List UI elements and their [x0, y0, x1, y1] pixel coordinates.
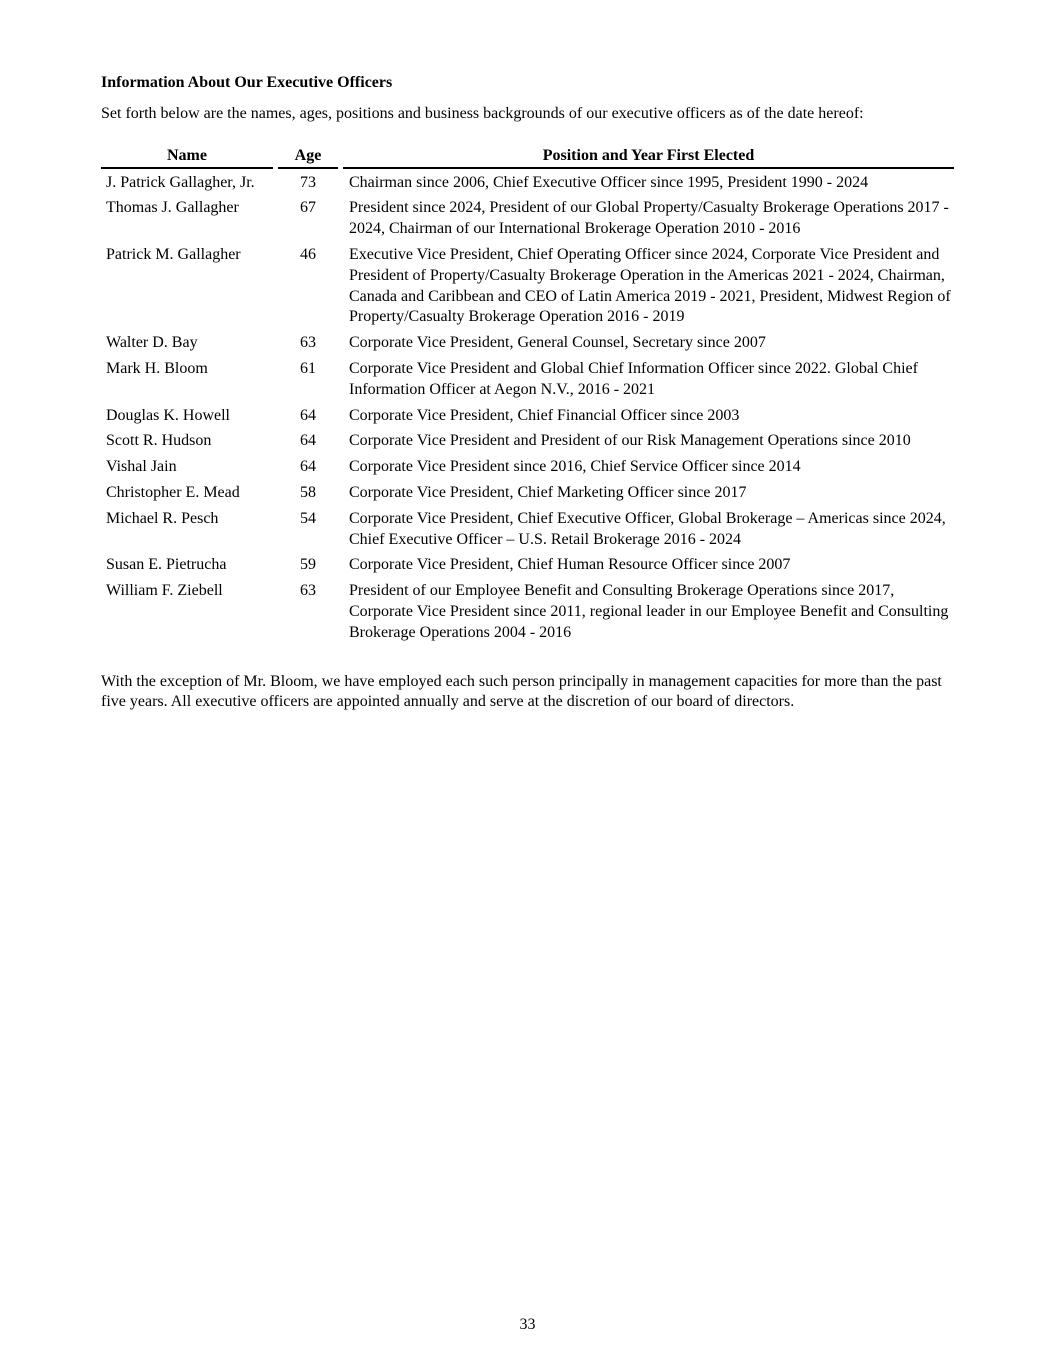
officer-age: 73	[300, 173, 316, 191]
officer-position: Executive Vice President, Chief Operating Officer since 2024, Corporate Vice President and President of Property/Casualty Brokerage Operation in the Americas 2021 - 2024, Chairman, Canada and Caribbean and CEO of Latin America 2019 - 2021, President, Midwest Region of Property/Casualty Brokerage Operation 2016 - 2019	[349, 245, 951, 326]
officer-position: Chairman since 2006, Chief Executive Officer since 1995, President 1990 - 2024	[349, 173, 869, 191]
table-row	[101, 578, 954, 645]
officer-position: Corporate Vice President since 2016, Chief Service Officer since 2014	[349, 458, 801, 476]
table-row	[101, 480, 954, 506]
table-row	[101, 195, 954, 242]
officer-name: Patrick M. Gallagher	[106, 245, 241, 263]
table-row	[101, 242, 954, 330]
executive-officers-table	[101, 146, 954, 646]
intro-paragraph: Set forth below are the names, ages, positions and business backgrounds of our executive officers as of the date hereof:	[101, 105, 864, 122]
officer-name: Michael R. Pesch	[106, 509, 219, 527]
officer-position: Corporate Vice President, Chief Marketing Officer since 2017	[349, 483, 747, 501]
officer-age: 59	[300, 556, 316, 574]
table-row	[101, 552, 954, 578]
officer-age: 46	[300, 245, 316, 263]
officer-name: Scott R. Hudson	[106, 432, 212, 450]
officer-name: J. Patrick Gallagher, Jr.	[106, 173, 255, 191]
officer-name: Vishal Jain	[106, 458, 177, 476]
section-heading: Information About Our Executive Officers	[101, 74, 393, 91]
officer-position: Corporate Vice President and President of our Risk Management Operations since 2010	[349, 432, 911, 450]
officer-position: Corporate Vice President, Chief Financial Officer since 2003	[349, 406, 740, 424]
table-row	[101, 454, 954, 480]
column-header-age: Age	[278, 146, 343, 170]
officer-age: 58	[300, 483, 316, 501]
closing-paragraph: With the exception of Mr. Bloom, we have employed each such person principally in management capacities for more than the past five years. All executive officers are appointed annually and serve at the discretion of our board of directors.	[101, 672, 942, 711]
table-row	[101, 506, 954, 553]
officer-age: 54	[300, 509, 316, 527]
officer-age: 64	[300, 406, 316, 424]
officer-name: Susan E. Pietrucha	[106, 556, 227, 574]
officer-age: 64	[300, 458, 316, 476]
column-header-name: Name	[101, 146, 278, 170]
officer-position: Corporate Vice President, General Counsel, Secretary since 2007	[349, 334, 766, 352]
table-row	[101, 403, 954, 429]
officer-age: 67	[300, 199, 316, 217]
table-row	[101, 170, 954, 196]
table-body	[101, 170, 954, 646]
column-header-position: Position and Year First Elected	[343, 146, 954, 170]
document-page	[101, 73, 954, 713]
table-row	[101, 356, 954, 403]
officer-name: Thomas J. Gallagher	[106, 199, 239, 217]
officer-name: Douglas K. Howell	[106, 406, 230, 424]
officer-name: Christopher E. Mead	[106, 483, 240, 501]
officer-name: William F. Ziebell	[106, 582, 223, 600]
officer-name: Walter D. Bay	[106, 334, 198, 352]
table-row	[101, 330, 954, 356]
officer-position: President since 2024, President of our Global Property/Casualty Brokerage Operations 2017 - 2024, Chairman of our International Brokerage Operation 2010 - 2016	[349, 199, 949, 238]
officer-name: Mark H. Bloom	[106, 359, 208, 377]
officer-position: Corporate Vice President, Chief Executive Officer, Global Brokerage – Americas since 2024, Chief Executive Officer – U.S. Retail Brokerage 2016 - 2024	[349, 509, 946, 548]
officer-age: 61	[300, 359, 316, 377]
officer-age: 64	[300, 432, 316, 450]
officer-position: Corporate Vice President and Global Chief Information Officer since 2022. Global Chief Information Officer at Aegon N.V., 2016 - 2021	[349, 359, 918, 398]
officer-position: President of our Employee Benefit and Consulting Brokerage Operations since 2017, Corporate Vice President since 2011, regional leader in our Employee Benefit and Consulting Brokerage Operations 2004 - 2016	[349, 582, 949, 641]
table-row	[101, 428, 954, 454]
table-header-row	[101, 146, 954, 170]
officer-position: Corporate Vice President, Chief Human Resource Officer since 2007	[349, 556, 791, 574]
page-number: 33	[519, 1316, 536, 1333]
officer-age: 63	[300, 582, 316, 600]
officer-age: 63	[300, 334, 316, 352]
